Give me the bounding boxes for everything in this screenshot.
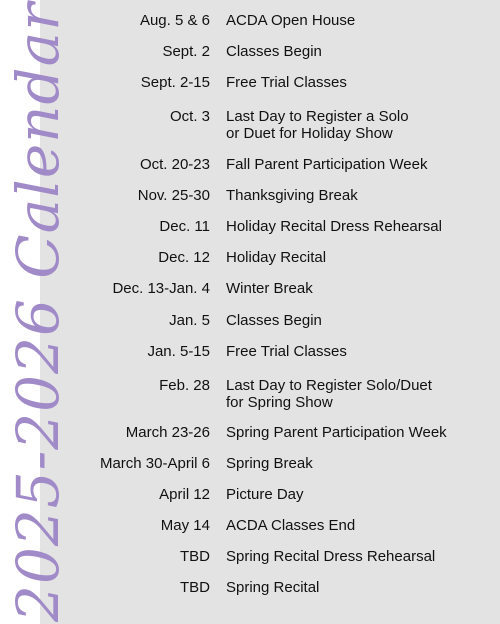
event-date: March 30-April 6: [99, 455, 210, 472]
event-name: Spring Recital: [226, 579, 320, 596]
event-date: March 23-26: [125, 424, 210, 441]
event-name: Spring Parent Participation Week: [226, 424, 447, 441]
event-date: Dec. 11: [159, 218, 210, 235]
event-date: May 14: [160, 517, 210, 534]
event-date: Nov. 25-30: [137, 187, 210, 204]
event-name: Classes Begin: [226, 43, 322, 60]
event-date: April 12: [159, 486, 210, 503]
event-date: Dec. 12: [158, 249, 210, 266]
event-date: Oct. 3: [169, 108, 210, 125]
event-name: Holiday Recital: [226, 249, 327, 266]
event-name: Holiday Recital Dress Rehearsal: [226, 218, 442, 235]
event-name: Free Trial Classes: [226, 74, 347, 91]
event-date: TBD: [180, 548, 210, 565]
event-date: Oct. 20-23: [139, 156, 210, 173]
event-name: ACDA Open House: [226, 12, 356, 29]
event-name: Spring Recital Dress Rehearsal: [226, 548, 436, 565]
event-date: Aug. 5 & 6: [139, 12, 210, 29]
event-name: Fall Parent Participation Week: [226, 156, 428, 173]
event-date: Dec. 13-Jan. 4: [112, 280, 210, 297]
event-name: Classes Begin: [226, 312, 322, 329]
calendar-title: 2025-2026 Calendar: [4, 2, 72, 622]
event-name: Winter Break: [226, 280, 313, 297]
event-name: Last Day to Register Solo/Duet for Spring Show: [226, 377, 432, 411]
event-date: Sept. 2: [162, 43, 210, 60]
event-name: Spring Break: [226, 455, 313, 472]
event-date: Feb. 28: [159, 377, 210, 394]
event-name: Last Day to Register a Solo or Duet for Holiday Show: [226, 108, 409, 142]
event-name: Picture Day: [226, 486, 304, 503]
event-date: Jan. 5: [169, 312, 210, 329]
event-name: Free Trial Classes: [226, 343, 347, 360]
event-date: Sept. 2-15: [140, 74, 210, 91]
event-name: Thanksgiving Break: [226, 187, 358, 204]
event-name: ACDA Classes End: [226, 517, 356, 534]
event-date: TBD: [180, 579, 210, 596]
event-date: Jan. 5-15: [147, 343, 210, 360]
